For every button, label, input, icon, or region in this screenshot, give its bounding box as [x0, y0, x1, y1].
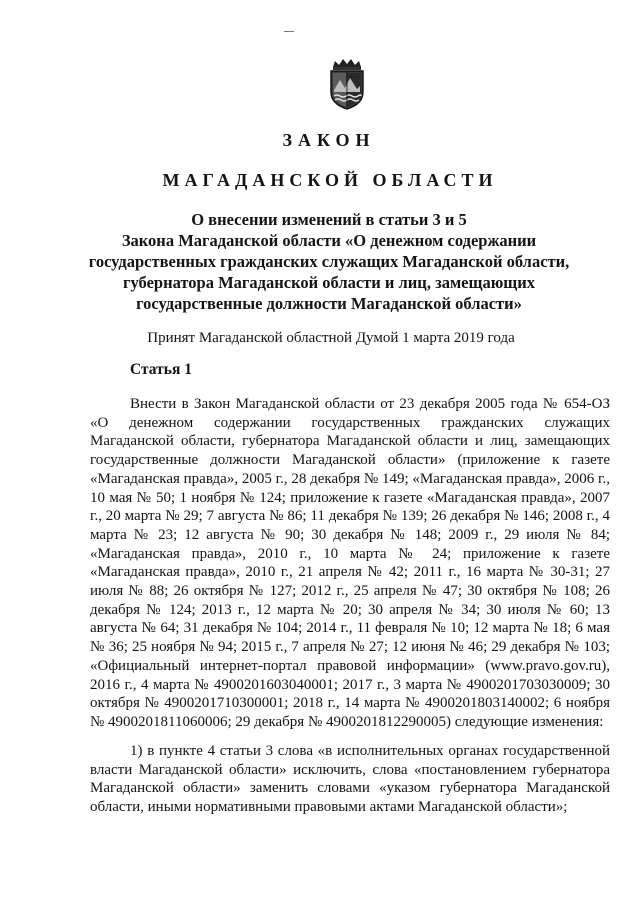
headline-line: Закона Магаданской области «О денежном содержании	[121, 231, 537, 250]
magadan-coat-of-arms-icon	[324, 58, 370, 110]
headline-line: государственных гражданских служащих Магаданской области,	[88, 252, 570, 271]
article-paragraph: Внести в Закон Магаданской области от 23 декабря 2005 года № 654-ОЗ «О денежном содержании государственных гражданских служащих Магаданской области, губернатора Магаданской области и лиц, замещающих государственные должности Магаданской области» (приложение к газете «Магаданская правда», 2005 г., 28 декабря № 149; «Магаданская правда», 2006 г., 10 мая № 50; 1 ноября № 124; приложение к газете «Магаданская правда», 2007 г., 20 марта № 29; 7 августа № 86; 11 декабря № 139; 26 декабря № 146; 2008 г., 4 марта № 23; 12 августа № 90; 30 декабря № 148; 2009 г., 29 июля № 84; «Магаданская правда», 2010 г., 10 марта № 24; приложение к газете «Магаданская правда», 2010 г., 21 апреля № 42; 2011 г., 16 марта № 30-31; 27 июля № 88; 26 октября № 127; 2012 г., 25 апреля № 47; 30 октября № 108; 26 декабря № 124; 2013 г., 12 марта № 20; 30 апреля № 34; 30 июля № 60; 13 августа № 64; 31 декабря № 104; 2014 г., 11 февраля № 10; 12 марта № 18; 6 мая № 36; 25 ноября № 94; 2015 г., 7 апреля № 27; 12 июня № 46; 29 декабря № 103; «Официальный интернет-портал правовой информации» (www.pravo.gov.ru), 2016 г., 4 марта № 4900201603040001; 2017 г., 3 марта № 4900201703030009; 30 октября № 4900201710300001; 2018 г., 14 марта № 4900201803140002; 6 ноября № 4900201811060006; 29 декабря № 4900201812290005) следующие изменения:	[90, 396, 610, 730]
region-title: МАГАДАНСКОЙ ОБЛАСТИ	[162, 170, 498, 190]
article-heading: Статья 1	[130, 361, 192, 378]
adoption-note: Принят Магаданской областной Думой 1 марта 2019 года	[147, 330, 515, 346]
headline-line: губернатора Магаданской области и лиц, замещающих	[123, 273, 535, 292]
headline-line: О внесении изменений в статьи 3 и 5	[191, 210, 467, 229]
scan-mark	[284, 31, 294, 32]
document-type-title: ЗАКОН	[282, 130, 376, 150]
headline-line: государственные должности Магаданской области»	[136, 294, 522, 313]
article-paragraph: 1) в пункте 4 статьи 3 слова «в исполнительных органах государственной власти Магаданской области» исключить, слова «постановлением губернатора Магаданской области» заменить словами «указом губернатора Магаданской области, иными нормативными правовыми актами Магаданской области»;	[90, 743, 610, 816]
law-headline	[0, 209, 640, 314]
